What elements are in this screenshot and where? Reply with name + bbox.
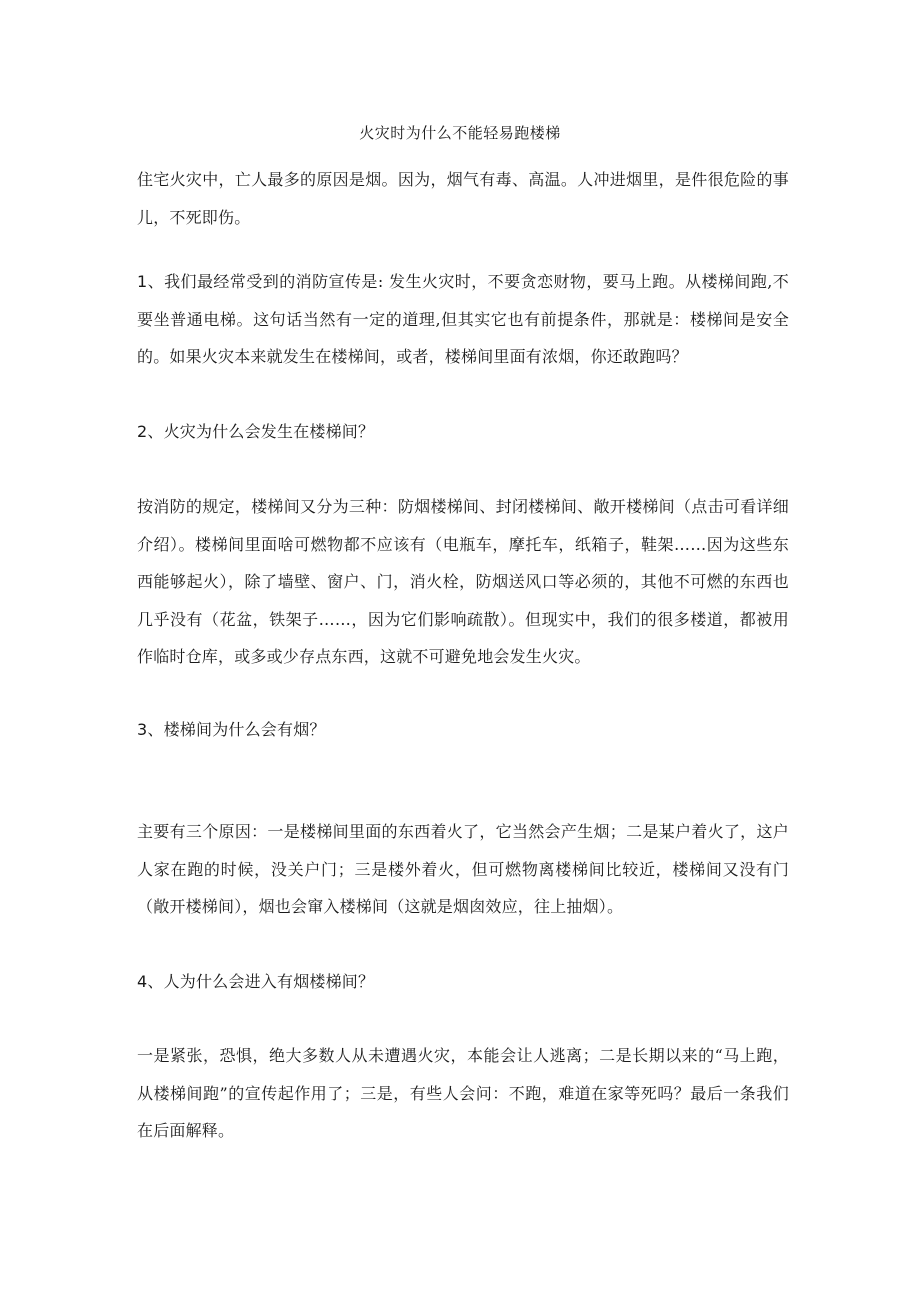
item-3-heading	[137, 711, 789, 749]
item-3-number: 3	[137, 720, 148, 739]
item-3-body: 主要有三个原因：一是楼梯间里面的东西着火了，它当然会产生烟；二是某户着火了，这户人家在跑的时候，没关户门；三是楼外着火，但可燃物离楼梯间比较近，楼梯间又没有门（敞开楼梯间），烟也会窜入楼梯间（这就是烟囱效应，往上抽烟）。	[137, 822, 789, 916]
item-4-body: 一是紧张，恐惧，绝大多数人从未遭遇火灾，本能会让人逃离；二是长期以来的“马上跑，从楼梯间跑”的宣传起作用了；三是，有些人会问：不跑，难道在家等死吗？最后一条我们在后面解释。	[137, 1046, 789, 1140]
item-2-number: 2	[137, 422, 148, 441]
item-2-heading-text: 、火灾为什么会发生在楼梯间？	[147, 422, 375, 441]
item-4-number: 4	[137, 972, 148, 991]
item-4-heading	[137, 963, 789, 1001]
intro-paragraph: 住宅火灾中，亡人最多的原因是烟。因为，烟气有毒、高温。人冲进烟里，是件很危险的事儿，不死即伤。	[137, 170, 789, 227]
item-3-heading-text: 、楼梯间为什么会有烟？	[147, 720, 326, 739]
item-4-heading-text: 、人为什么会进入有烟楼梯间？	[147, 972, 375, 991]
item-1-paragraph	[137, 263, 789, 376]
item-2-heading	[137, 413, 789, 451]
item-1-text: 、我们最经常受到的消防宣传是: 发生火灾时，不要贪恋财物，要马上跑。从楼梯间跑,不要坐普通电梯。这句话当然有一定的道理,但其实它也有前提条件，那就是：楼梯间是安全的。如果火灾本来就发生在楼梯间，或者，楼梯间里面有浓烟，你还敢跑吗？	[137, 272, 789, 366]
document-title: 火灾时为什么不能轻易跑楼梯	[359, 124, 561, 142]
item-2-body: 按消防的规定，楼梯间又分为三种：防烟楼梯间、封闭楼梯间、敞开楼梯间（点击可看详细介绍）。楼梯间里面啥可燃物都不应该有（电瓶车，摩托车，纸箱子，鞋架……因为这些东西能够起火），除了墙壁、窗户、门，消火栓，防烟送风口等必须的，其他不可燃的东西也几乎没有（花盆，铁架子……，因为它们影响疏散）。但现实中，我们的很多楼道，都被用作临时仓库，或多或少存点东西，这就不可避免地会发生火灾。	[137, 497, 789, 666]
item-1-number: 1	[137, 272, 148, 291]
